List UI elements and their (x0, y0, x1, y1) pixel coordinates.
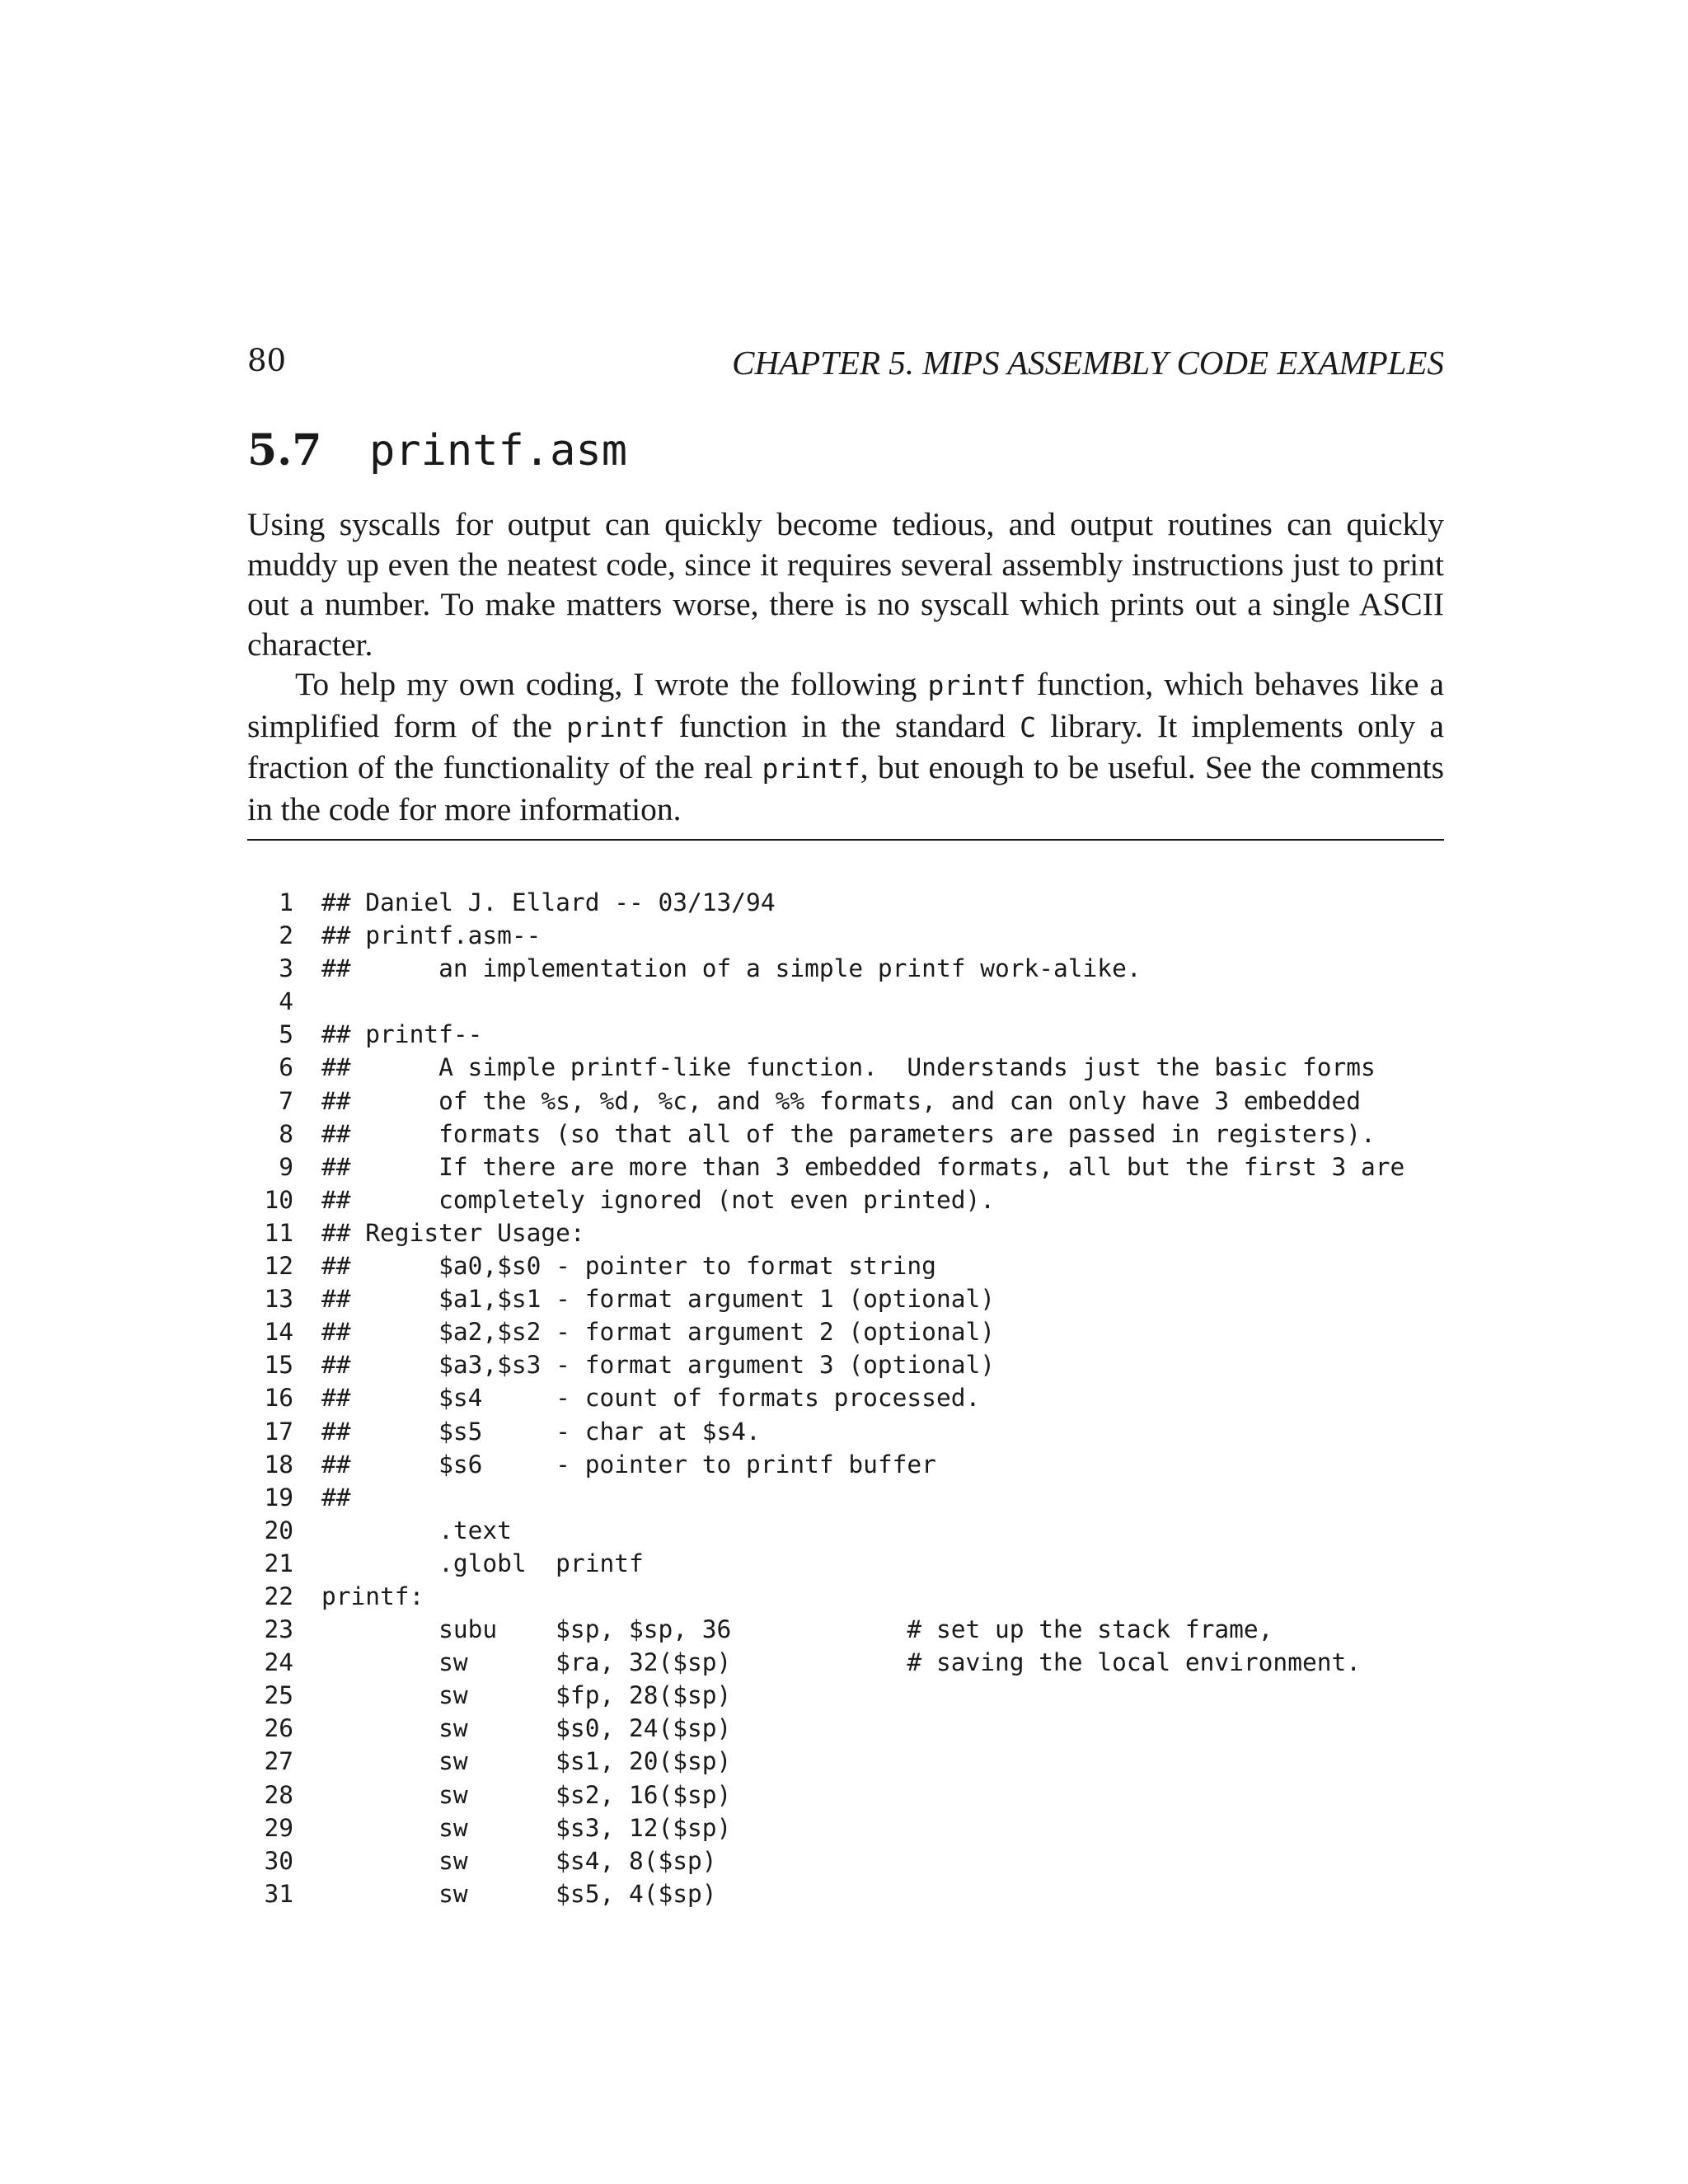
line-number: 23 (264, 1615, 293, 1644)
code-line (247, 1514, 1444, 1547)
code-line (247, 1877, 1444, 1910)
code-line (247, 1085, 1444, 1118)
code-text: sw $s1, 20($sp) (321, 1747, 732, 1776)
code-line (247, 1249, 1444, 1282)
inline-code: printf (762, 752, 860, 785)
line-number: 15 (264, 1351, 293, 1380)
horizontal-rule (247, 839, 1444, 841)
intro-text-run: library. It implements only a fraction of the functionality of the real (247, 707, 1444, 785)
line-number: 31 (264, 1879, 293, 1908)
code-text: ## If there are more than 3 embedded formats, all but the first 3 are (321, 1152, 1405, 1181)
line-number: 8 (279, 1119, 293, 1148)
code-text: ## $s5 - char at $s4. (321, 1417, 761, 1446)
line-number: 21 (264, 1549, 293, 1577)
code-line (247, 1282, 1444, 1315)
code-line (247, 1613, 1444, 1646)
code-text: sw $s2, 16($sp) (321, 1780, 732, 1809)
code-line (247, 1580, 1444, 1613)
code-line (247, 1679, 1444, 1712)
code-text: ## printf-- (321, 1020, 483, 1049)
line-number: 22 (264, 1582, 293, 1610)
code-line (247, 1381, 1444, 1414)
intro-text-run: To help my own coding, I wrote the following (295, 666, 928, 702)
intro-text-run: function in the standard (664, 707, 1020, 744)
code-text: ## $s6 - pointer to printf buffer (321, 1450, 936, 1479)
line-number: 29 (264, 1813, 293, 1842)
code-text: .text (321, 1516, 512, 1544)
code-text: ## an implementation of a simple printf work-alike. (321, 954, 1142, 983)
intro-text-run: function, which behaves like a simplified form of the (247, 666, 1444, 744)
code-text: ## (321, 1483, 351, 1511)
line-number: 25 (264, 1681, 293, 1710)
line-number: 18 (264, 1450, 293, 1479)
code-text: sw $s0, 24($sp) (321, 1714, 732, 1743)
inline-code: printf (566, 710, 665, 743)
code-line (247, 1811, 1444, 1844)
code-line (247, 1415, 1444, 1448)
line-number: 4 (279, 987, 293, 1016)
chapter-title: CHAPTER 5. MIPS ASSEMBLY CODE EXAMPLES (732, 344, 1444, 382)
code-text: sw $fp, 28($sp) (321, 1681, 732, 1710)
code-line (247, 1448, 1444, 1481)
line-number: 10 (264, 1185, 293, 1214)
code-text: ## Daniel J. Ellard -- 03/13/94 (321, 888, 776, 916)
line-number: 9 (279, 1152, 293, 1181)
code-line (247, 952, 1444, 985)
line-number: 28 (264, 1780, 293, 1809)
code-text: ## $a3,$s3 - format argument 3 (optional) (321, 1351, 995, 1380)
line-number: 3 (279, 954, 293, 983)
line-number: 16 (264, 1384, 293, 1413)
code-line (247, 1018, 1444, 1051)
code-text: printf: (321, 1582, 424, 1610)
code-text: sw $ra, 32($sp) # saving the local environment. (321, 1648, 1361, 1677)
intro-text-run: , but enough to be useful. See the comments in the code for more information. (247, 749, 1444, 827)
page-number: 80 (247, 343, 287, 378)
line-number: 12 (264, 1252, 293, 1281)
code-line (247, 1745, 1444, 1778)
line-number: 7 (279, 1086, 293, 1115)
code-text: ## printf.asm-- (321, 921, 542, 950)
line-number: 1 (279, 888, 293, 916)
code-text: ## $a0,$s0 - pointer to format string (321, 1252, 936, 1281)
section-heading (247, 425, 627, 483)
code-line (247, 1844, 1444, 1877)
line-number: 14 (264, 1318, 293, 1347)
line-number: 19 (264, 1483, 293, 1511)
code-line (247, 1118, 1444, 1151)
code-text: sw $s4, 8($sp) (321, 1846, 717, 1875)
code-line (247, 1051, 1444, 1084)
code-text: ## $s4 - count of formats processed. (321, 1384, 981, 1413)
code-line (247, 1779, 1444, 1811)
running-header (247, 343, 1444, 384)
line-number: 2 (279, 921, 293, 950)
document-page (247, 0, 1444, 2184)
line-number: 11 (264, 1218, 293, 1247)
line-number: 13 (264, 1285, 293, 1314)
code-text: .globl printf (321, 1549, 644, 1577)
code-text: ## $a2,$s2 - format argument 2 (optional) (321, 1318, 995, 1347)
line-number: 20 (264, 1516, 293, 1544)
code-text: ## completely ignored (not even printed). (321, 1185, 995, 1214)
line-number: 6 (279, 1053, 293, 1082)
line-number: 17 (264, 1417, 293, 1446)
line-number: 30 (264, 1846, 293, 1875)
code-line (247, 1712, 1444, 1745)
section-number: 5.7 (247, 425, 322, 476)
code-text: subu $sp, $sp, 36 # set up the stack frame, (321, 1615, 1273, 1644)
line-number: 5 (279, 1020, 293, 1049)
code-line (247, 1216, 1444, 1249)
code-line (247, 1547, 1444, 1580)
code-text: ## A simple printf-like function. Understands just the basic forms (321, 1053, 1376, 1082)
inline-code: C (1020, 710, 1036, 743)
code-text: ## $a1,$s1 - format argument 1 (optional) (321, 1285, 995, 1314)
code-line (247, 1348, 1444, 1381)
code-line (247, 1315, 1444, 1348)
code-listing (247, 886, 1444, 1910)
code-text: ## formats (so that all of the parameters are passed in registers). (321, 1119, 1376, 1148)
section-title: printf.asm (369, 426, 628, 476)
code-line (247, 1151, 1444, 1183)
line-number: 24 (264, 1648, 293, 1677)
code-line (247, 985, 1444, 1018)
code-line (247, 1481, 1444, 1514)
code-line (247, 886, 1444, 919)
line-number: 27 (264, 1747, 293, 1776)
intro-text (247, 504, 1444, 829)
code-text: sw $s5, 4($sp) (321, 1879, 717, 1908)
code-line (247, 1646, 1444, 1679)
code-text: ## of the %s, %d, %c, and %% formats, and can only have 3 embedded (321, 1086, 1361, 1115)
code-text: sw $s3, 12($sp) (321, 1813, 732, 1842)
inline-code: printf (927, 669, 1026, 701)
code-text: ## Register Usage: (321, 1218, 585, 1247)
code-line (247, 919, 1444, 952)
intro-paragraph-2 (247, 664, 1444, 829)
line-number: 26 (264, 1714, 293, 1743)
code-line (247, 1183, 1444, 1216)
intro-paragraph-1: Using syscalls for output can quickly become tedious, and output routines can quickly muddy up even the neatest code, since it requires several assembly instructions just to print out a number. To make matters worse, there is no syscall which prints out a single ASCII character. (247, 506, 1444, 663)
